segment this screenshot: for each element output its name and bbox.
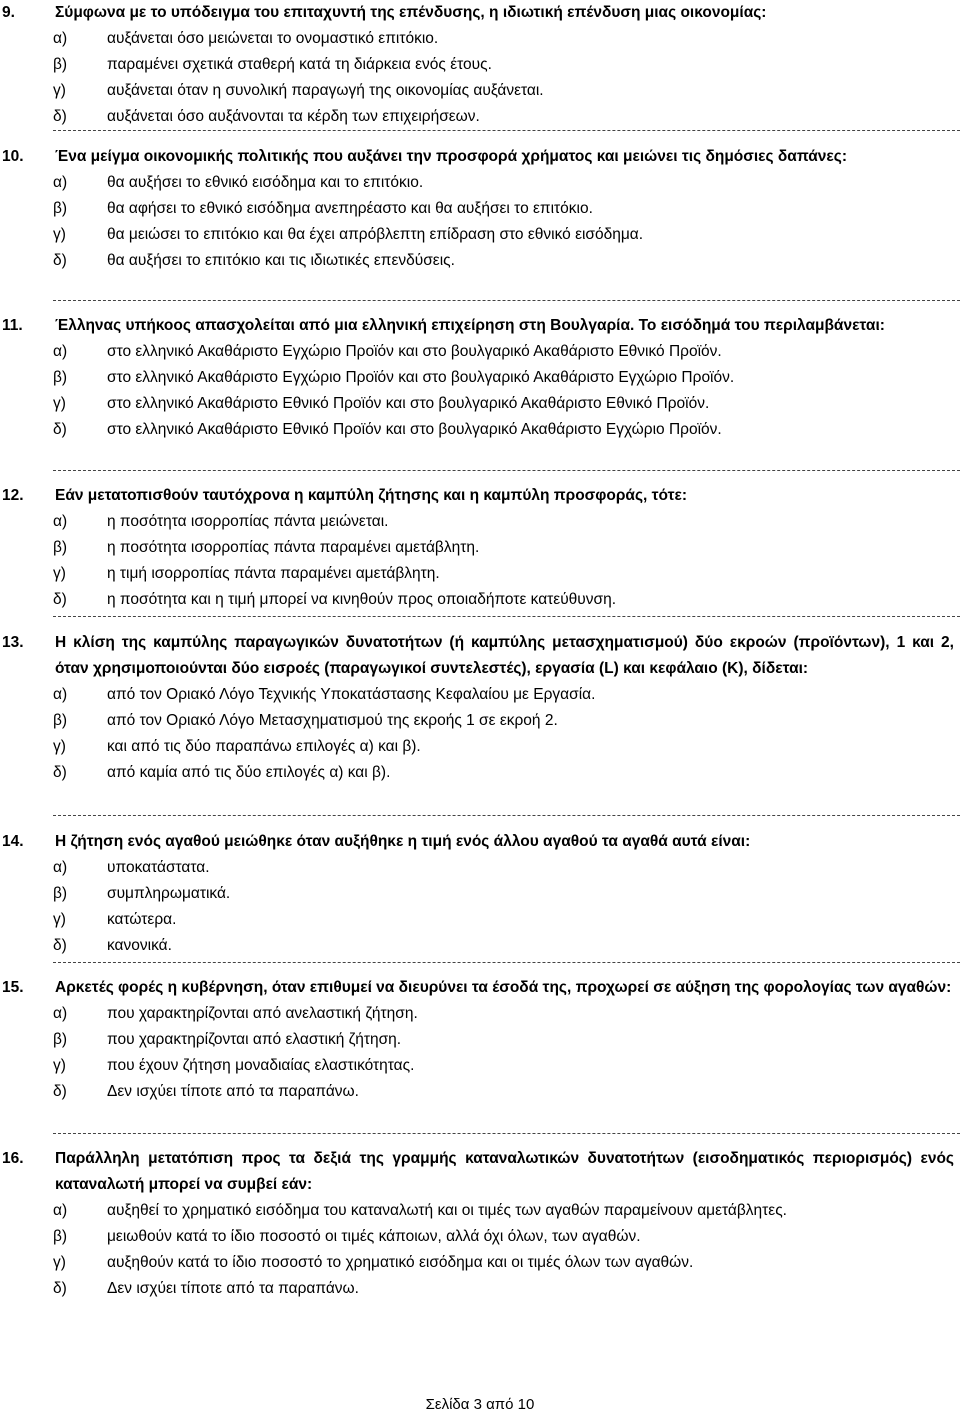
option-label: δ) xyxy=(53,1280,67,1297)
option-text: στο ελληνικό Ακαθάριστο Εγχώριο Προϊόν και στο βουλγαρικό Ακαθάριστο Εγχώριο Προϊόν. xyxy=(107,369,735,386)
option-b xyxy=(0,1027,960,1053)
option-label: α) xyxy=(53,343,68,360)
option-text: παραμένει σχετικά σταθερή κατά τη διάρκεια ενός έτους. xyxy=(107,56,492,73)
option-text: η ποσότητα ισορροπίας πάντα παραμένει αμετάβλητη. xyxy=(107,539,480,556)
option-label: δ) xyxy=(53,252,67,269)
option-b xyxy=(0,535,960,561)
option-d xyxy=(0,248,960,274)
option-b xyxy=(0,1224,960,1250)
option-d xyxy=(0,933,960,959)
question-16 xyxy=(0,1146,960,1302)
options-list xyxy=(0,170,960,274)
option-text: αυξάνεται όσο μειώνεται το ονομαστικό επιτόκιο. xyxy=(107,30,439,47)
question-text: Αρκετές φορές η κυβέρνηση, όταν επιθυμεί να διευρύνει τα έσοδά της, προχωρεί σε αύξηση της φορολογίας των αγαθών: xyxy=(55,979,952,996)
option-label: β) xyxy=(53,1031,68,1048)
option-text: θα αυξήσει το εθνικό εισόδημα και το επιτόκιο. xyxy=(107,174,424,191)
option-text: από τον Οριακό Λόγο Μετασχηματισμού της εκροής 1 σε εκροή 2. xyxy=(107,712,558,729)
option-c xyxy=(0,734,960,760)
option-b xyxy=(0,196,960,222)
option-label: β) xyxy=(53,539,68,556)
option-label: β) xyxy=(53,56,68,73)
option-label: γ) xyxy=(53,395,66,412)
option-a xyxy=(0,1198,960,1224)
option-text: αυξάνεται όταν η συνολική παραγωγή της οικονομίας αυξάνεται. xyxy=(107,82,544,99)
option-text: συμπληρωματικά. xyxy=(107,885,231,902)
option-label: γ) xyxy=(53,1254,66,1271)
question-number: 14. xyxy=(2,833,24,850)
option-a xyxy=(0,339,960,365)
option-d xyxy=(0,760,960,786)
question-text: Η κλίση της καμπύλης παραγωγικών δυνατοτήτων (ή καμπύλης μετασχηματισμού) δύο εκροών (προϊόντων), 1 και 2, όταν χρησιμοποιούνται δύο εισροές (παραγωγικοί συντελεστές), εργασία (L) και κεφάλαιο (K), δίδεται: xyxy=(55,634,954,677)
option-text: που χαρακτηρίζονται από ανελαστική ζήτηση. xyxy=(107,1005,418,1022)
option-b xyxy=(0,708,960,734)
options-list xyxy=(0,26,960,130)
option-label: γ) xyxy=(53,226,66,243)
option-text: η τιμή ισορροπίας πάντα παραμένει αμετάβλητη. xyxy=(107,565,440,582)
option-text: αυξηθεί το χρηματικό εισόδημα του καταναλωτή και οι τιμές των αγαθών παραμείνουν αμετάβλητες. xyxy=(107,1202,787,1219)
option-label: δ) xyxy=(53,108,67,125)
option-text: Δεν ισχύει τίποτε από τα παραπάνω. xyxy=(107,1280,359,1297)
option-label: α) xyxy=(53,686,68,703)
option-a xyxy=(0,682,960,708)
option-label: α) xyxy=(53,30,68,47)
options-list xyxy=(0,1001,960,1105)
option-label: α) xyxy=(53,1202,68,1219)
option-d xyxy=(0,417,960,443)
option-label: γ) xyxy=(53,82,66,99)
option-text: η ποσότητα και η τιμή μπορεί να κινηθούν προς οποιαδήποτε κατεύθυνση. xyxy=(107,591,617,608)
option-c xyxy=(0,78,960,104)
option-text: Δεν ισχύει τίποτε από τα παραπάνω. xyxy=(107,1083,359,1100)
question-number: 11. xyxy=(2,317,23,334)
options-list xyxy=(0,855,960,959)
question-text: Έλληνας υπήκοος απασχολείται από μια ελληνική επιχείρηση στη Βουλγαρία. Το εισόδημά του περιλαμβάνεται: xyxy=(55,317,885,334)
option-text: που έχουν ζήτηση μοναδιαίας ελαστικότητας. xyxy=(107,1057,415,1074)
option-text: στο ελληνικό Ακαθάριστο Εγχώριο Προϊόν και στο βουλγαρικό Ακαθάριστο Εθνικό Προϊόν. xyxy=(107,343,722,360)
options-list xyxy=(0,1198,960,1302)
option-a xyxy=(0,26,960,52)
option-text: από καμία από τις δύο επιλογές α) και β). xyxy=(107,764,391,781)
option-d xyxy=(0,587,960,613)
option-label: γ) xyxy=(53,738,66,755)
option-text: από τον Οριακό Λόγο Τεχνικής Υποκατάστασης Κεφαλαίου με Εργασία. xyxy=(107,686,596,703)
question-10 xyxy=(0,144,960,274)
option-text: μειωθούν κατά το ίδιο ποσοστό οι τιμές κάποιων, αλλά όχι όλων, των αγαθών. xyxy=(107,1228,641,1245)
option-label: γ) xyxy=(53,911,66,928)
question-number: 12. xyxy=(2,487,24,504)
option-label: β) xyxy=(53,712,68,729)
option-text: στο ελληνικό Ακαθάριστο Εθνικό Προϊόν και στο βουλγαρικό Ακαθάριστο Εγχώριο Προϊόν. xyxy=(107,421,722,438)
option-a xyxy=(0,509,960,535)
option-d xyxy=(0,1079,960,1105)
option-label: β) xyxy=(53,1228,68,1245)
option-text: θα αφήσει το εθνικό εισόδημα ανεπηρέαστο και θα αυξήσει το επιτόκιο. xyxy=(107,200,593,217)
page-footer: Σελίδα 3 από 10 xyxy=(425,1396,535,1413)
option-a xyxy=(0,855,960,881)
option-c xyxy=(0,561,960,587)
option-text: αυξηθούν κατά το ίδιο ποσοστό το χρηματικό εισόδημα και οι τιμές όλων των αγαθών. xyxy=(107,1254,694,1271)
question-12 xyxy=(0,483,960,613)
option-b xyxy=(0,881,960,907)
option-c xyxy=(0,907,960,933)
question-11 xyxy=(0,313,960,443)
option-label: α) xyxy=(53,1005,68,1022)
option-text: κανονικά. xyxy=(107,937,172,954)
option-label: δ) xyxy=(53,591,67,608)
option-label: δ) xyxy=(53,1083,67,1100)
option-label: α) xyxy=(53,859,68,876)
option-d xyxy=(0,1276,960,1302)
option-c xyxy=(0,1053,960,1079)
options-list xyxy=(0,339,960,443)
option-label: δ) xyxy=(53,764,67,781)
option-text: κατώτερα. xyxy=(107,911,177,928)
option-label: β) xyxy=(53,369,68,386)
question-text: Η ζήτηση ενός αγαθού μειώθηκε όταν αυξήθηκε η τιμή ενός άλλου αγαθού τα αγαθά αυτά είναι: xyxy=(55,833,751,850)
option-label: α) xyxy=(53,174,68,191)
option-text: και από τις δύο παραπάνω επιλογές α) και β). xyxy=(107,738,421,755)
option-text: που χαρακτηρίζονται από ελαστική ζήτηση. xyxy=(107,1031,402,1048)
option-c xyxy=(0,222,960,248)
question-number: 9. xyxy=(2,4,15,21)
option-a xyxy=(0,170,960,196)
question-number: 13. xyxy=(2,634,24,651)
option-label: δ) xyxy=(53,937,67,954)
option-c xyxy=(0,1250,960,1276)
options-list xyxy=(0,682,960,786)
question-text: Σύμφωνα με το υπόδειγμα του επιταχυντή της επένδυσης, η ιδιωτική επένδυση μιας οικονομίας: xyxy=(55,4,767,21)
question-9 xyxy=(0,0,960,130)
option-label: α) xyxy=(53,513,68,530)
option-label: β) xyxy=(53,200,68,217)
question-13 xyxy=(0,630,960,786)
question-number: 10. xyxy=(2,148,24,165)
option-b xyxy=(0,52,960,78)
option-text: υποκατάστατα. xyxy=(107,859,210,876)
option-text: η ποσότητα ισορροπίας πάντα μειώνεται. xyxy=(107,513,389,530)
option-label: δ) xyxy=(53,421,67,438)
option-d xyxy=(0,104,960,130)
option-label: γ) xyxy=(53,1057,66,1074)
options-list xyxy=(0,509,960,613)
question-number: 15. xyxy=(2,979,24,996)
option-label: γ) xyxy=(53,565,66,582)
question-number: 16. xyxy=(2,1150,24,1167)
option-text: στο ελληνικό Ακαθάριστο Εθνικό Προϊόν και στο βουλγαρικό Ακαθάριστο Εθνικό Προϊόν. xyxy=(107,395,710,412)
option-text: θα μειώσει το επιτόκιο και θα έχει απρόβλεπτη επίδραση στο εθνικό εισόδημα. xyxy=(107,226,644,243)
option-label: β) xyxy=(53,885,68,902)
option-c xyxy=(0,391,960,417)
question-text: Παράλληλη μετατόπιση προς τα δεξιά της γραμμής καταναλωτικών δυνατοτήτων (εισοδηματικός περιορισμός) ενός καταναλωτή μπορεί να συμβεί εάν: xyxy=(55,1150,954,1193)
question-14 xyxy=(0,829,960,959)
question-text: Ένα μείγμα οικονομικής πολιτικής που αυξάνει την προσφορά χρήματος και μειώνει τις δημόσιες δαπάνες: xyxy=(55,148,847,165)
option-text: θα αυξήσει το επιτόκιο και τις ιδιωτικές επενδύσεις. xyxy=(107,252,455,269)
option-b xyxy=(0,365,960,391)
question-text: Εάν μετατοπισθούν ταυτόχρονα η καμπύλη ζήτησης και η καμπύλη προσφοράς, τότε: xyxy=(55,487,688,504)
option-a xyxy=(0,1001,960,1027)
option-text: αυξάνεται όσο αυξάνονται τα κέρδη των επιχειρήσεων. xyxy=(107,108,480,125)
question-15 xyxy=(0,975,960,1105)
